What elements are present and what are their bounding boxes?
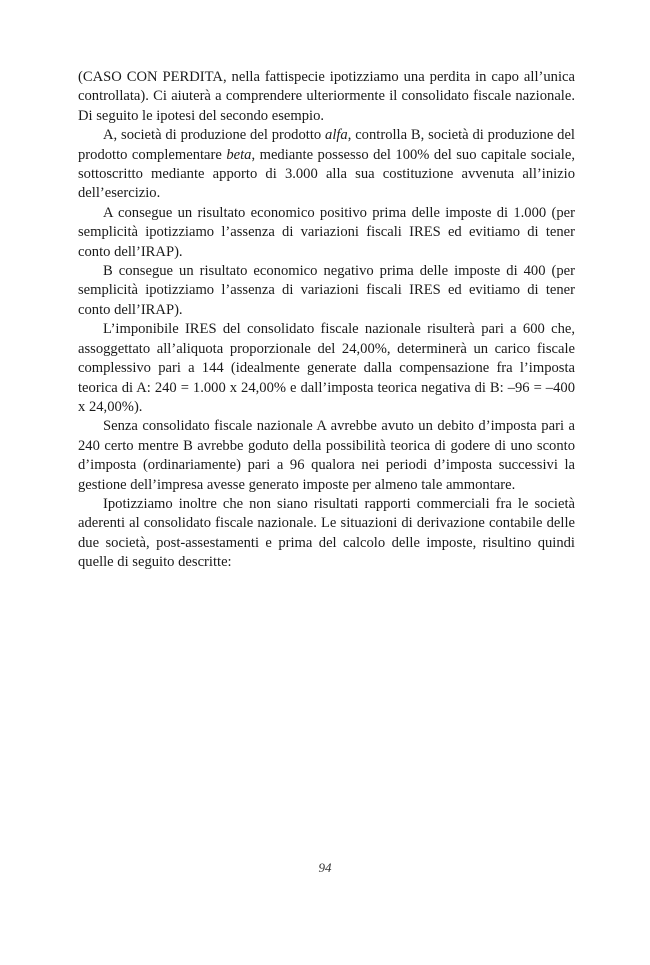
paragraph	[78, 68, 575, 126]
page-number: 94	[318, 860, 332, 875]
paragraph	[78, 320, 575, 417]
paragraph-text: , mediante possesso del 100% del suo capitale sociale, sottoscritto mediante apporto di 3.000 alla sua costituzione avvenuta all’inizio dell’esercizio.	[78, 146, 575, 202]
paragraph	[78, 417, 575, 495]
paragraph-text: , controlla B, società di produzione del prodotto complementare	[78, 127, 575, 163]
paragraph-text: A, società di produzione del prodotto	[103, 127, 326, 144]
product-name-alfa: alfa	[325, 127, 348, 144]
product-name-beta: beta	[226, 146, 252, 163]
paragraph	[78, 126, 575, 204]
paragraph-text: A consegue un risultato economico positivo prima delle imposte di 1.000 (per semplicità ipotizziamo l’assenza di variazioni fiscali IRES ed evitiamo di tener conto dell’IRAP).	[78, 204, 575, 260]
paragraph	[78, 204, 575, 262]
paragraph	[78, 495, 575, 573]
paragraph-text: Senza consolidato fiscale nazionale A avrebbe avuto un debito d’imposta pari a 240 certo mentre B avrebbe goduto della possibilità teorica di godere di uno sconto d’imposta (ordinariamente) pari a 96 qualora nei periodi d’imposta successivi la gestione dell’impresa avesse generato imposte per almeno tale ammontare.	[78, 418, 575, 493]
paragraph-text: L’imponibile IRES del consolidato fiscale nazionale risulterà pari a 600 che, assoggettato all’aliquota proporzionale del 24,00%, determinerà un carico fiscale complessivo pari a 144 (idealmente generate dalla compensazione fra l’imposta teorica di A: 240 = 1.000 x 24,00% e dall’imposta teorica negativa di B: –96 = –400 x 24,00%).	[78, 321, 575, 415]
paragraph-text: Ipotizziamo inoltre che non siano risultati rapporti commerciali fra le società aderenti al consolidato fiscale nazionale. Le situazioni di derivazione contabile delle due società, post-assestamenti e prima del calcolo delle imposte, risultino quindi quelle di seguito descritte:	[78, 495, 575, 571]
paragraph-text: (CASO CON PERDITA, nella fattispecie ipotizziamo una perdita in capo all’unica controllata). Ci aiuterà a comprendere ulteriormente il consolidato fiscale nazionale. Di seguito le ipotesi del secondo esempio.	[78, 69, 575, 124]
page-body	[78, 68, 575, 573]
paragraph-text: B consegue un risultato economico negativo prima delle imposte di 400 (per semplicità ipotizziamo l’assenza di variazioni fiscali IRES ed evitiamo di tener conto dell’IRAP).	[78, 263, 575, 318]
paragraph	[78, 262, 575, 320]
